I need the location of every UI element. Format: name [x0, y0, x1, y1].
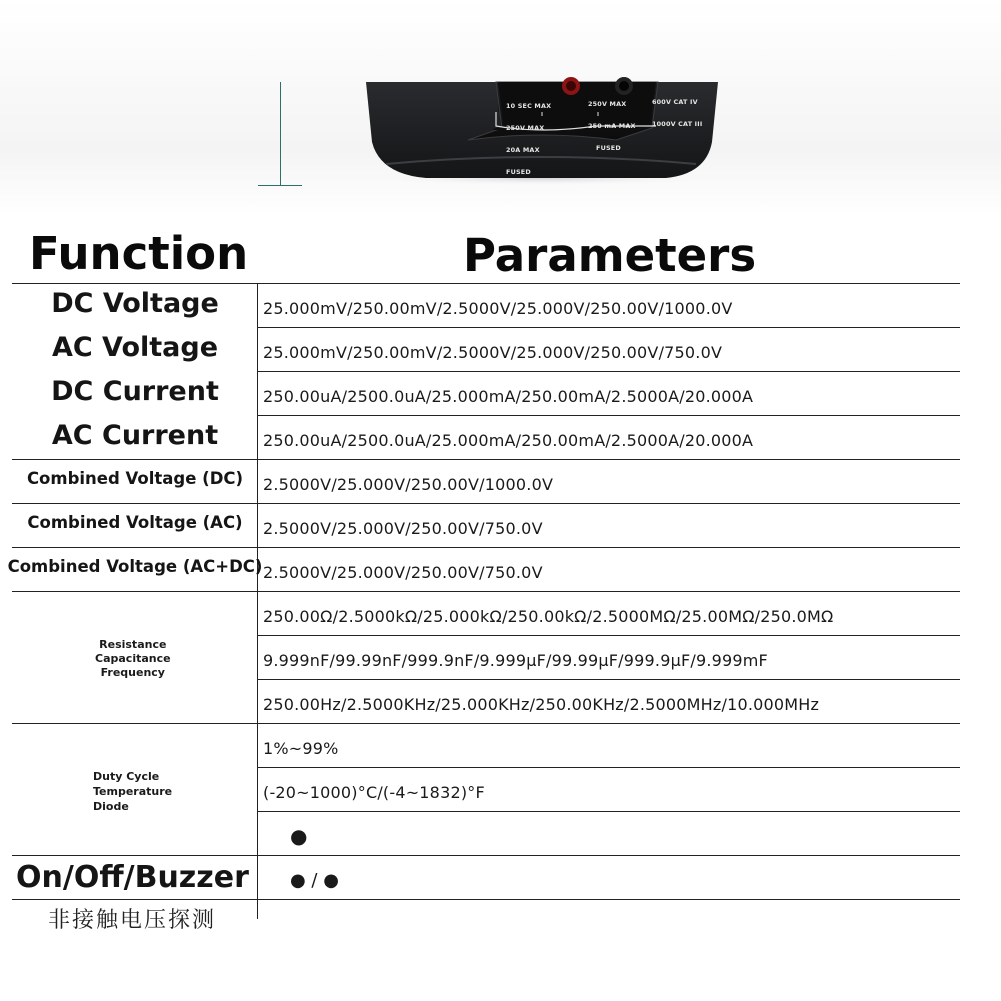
table-row: [0, 415, 1001, 459]
device-label-middle: 250V MAX 250 mA MAX FUSED: [588, 99, 636, 153]
parameter-cell: 2.5000V/25.000V/250.00V/1000.0V: [263, 474, 554, 494]
table-row: [0, 283, 1001, 327]
table-row: [0, 811, 1001, 855]
parameter-cell: 25.000mV/250.00mV/2.5000V/25.000V/250.00V/750.0V: [263, 342, 723, 362]
callout-line: [280, 82, 281, 186]
table-row: [0, 855, 1001, 899]
table-row: [0, 371, 1001, 415]
parameters-header: Parameters: [463, 229, 757, 282]
table-row: [0, 547, 1001, 591]
parameter-cell: 9.999nF/99.99nF/999.9nF/9.999μF/99.99μF/999.9μF/9.999mF: [263, 650, 768, 670]
product-photo: [0, 0, 1001, 215]
callout-base: [258, 185, 302, 186]
table-row: [0, 591, 1001, 635]
parameter-cell: 2.5000V/25.000V/250.00V/750.0V: [263, 562, 543, 582]
device-label-left: 10 SEC MAX 250V MAX 20A MAX FUSED: [506, 101, 552, 177]
parameter-cell: 250.00uA/2500.0uA/25.000mA/250.00mA/2.5000A/20.000A: [263, 386, 754, 406]
function-cell: AC Current: [51, 419, 219, 451]
table-row: [0, 723, 1001, 767]
parameter-cell: 2.5000V/25.000V/250.00V/750.0V: [263, 518, 543, 538]
row-rule: [12, 899, 960, 900]
function-cell: Combined Voltage (DC): [26, 468, 244, 488]
group-label-resistance-capacitance-frequency: Resistance Capacitance Frequency: [95, 638, 171, 679]
function-cell: DC Current: [51, 375, 219, 407]
table-row: [0, 679, 1001, 723]
cut-off-function-label: 非接触电压探测: [48, 908, 217, 933]
parameter-cell: ●: [290, 824, 308, 848]
function-cell: Combined Voltage (AC): [27, 512, 243, 532]
parameter-cell: 250.00uA/2500.0uA/25.000mA/250.00mA/2.5000A/20.000A: [263, 430, 754, 450]
function-cell: AC Voltage: [51, 331, 219, 363]
parameter-cell: 250.00Hz/2.5000KHz/25.000KHz/250.00KHz/2.5000MHz/10.000MHz: [263, 694, 820, 714]
device-label-right: 600V CAT IV 1000V CAT III: [652, 97, 703, 129]
function-header: Function: [29, 227, 249, 280]
parameter-cell: 1%~99%: [263, 738, 339, 758]
function-cell: Combined Voltage (AC+DC): [7, 556, 263, 576]
parameter-cell: 250.00Ω/2.5000kΩ/25.000kΩ/250.00kΩ/2.5000MΩ/25.00MΩ/250.0MΩ: [263, 606, 834, 626]
parameter-cell: ● / ●: [290, 869, 339, 891]
group-label-duty-temperature-diode: Duty Cycle Temperature Diode: [93, 770, 173, 813]
parameter-cell: 25.000mV/250.00mV/2.5000V/25.000V/250.00V/1000.0V: [263, 298, 733, 318]
table-row: [0, 503, 1001, 547]
function-cell: On/Off/Buzzer: [16, 859, 249, 895]
function-cell: DC Voltage: [51, 287, 219, 319]
table-row: [0, 327, 1001, 371]
parameter-cell: (-20~1000)°C/(-4~1832)°F: [263, 782, 485, 802]
table-row: [0, 459, 1001, 503]
